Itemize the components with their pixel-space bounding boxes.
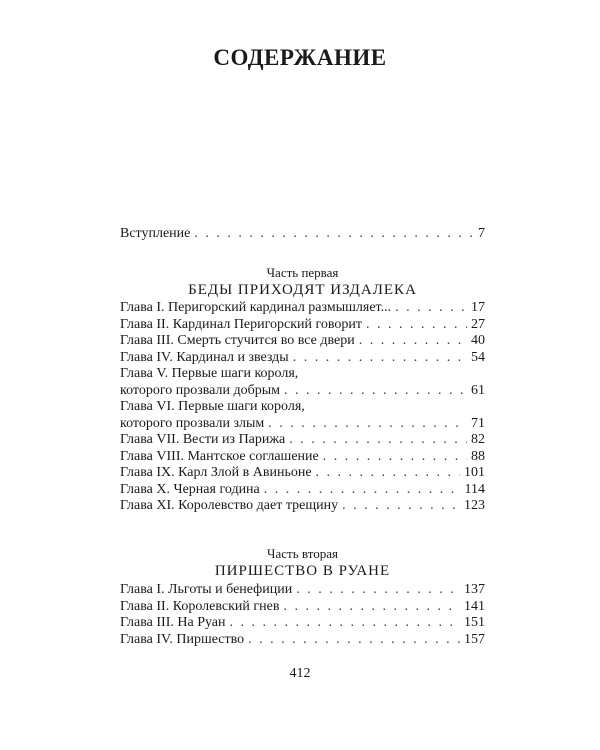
toc-row-page: 27 [471,316,485,332]
toc-row-page: 40 [471,333,485,348]
dot-leader [194,226,474,243]
toc-row-page: 151 [464,615,485,630]
part-two-heading [120,546,485,580]
toc-row [120,416,485,433]
toc-row-label: Глава X. Черная година [120,481,260,497]
toc-row-label: Глава XI. Королевство дает трещину [120,498,339,513]
toc-row-label: Глава III. На Руан [120,615,226,630]
dot-leader [296,582,460,599]
toc-row[interactable] [120,350,485,367]
toc-row-label: Вступление [120,226,191,241]
toc-row[interactable] [120,432,485,449]
dot-leader [342,498,460,515]
page-title: СОДЕРЖАНИЕ [213,45,387,70]
toc-row-label: Глава VII. Вести из Парижа [120,432,286,447]
part-one-label: Часть первая [266,265,339,280]
toc-row[interactable] [120,632,485,649]
toc-row[interactable] [120,300,485,317]
toc-row-page: 157 [464,631,485,647]
toc-row-page: 54 [471,349,485,365]
part-one-heading [120,265,485,299]
dot-leader [359,333,467,350]
dot-leader [284,383,467,400]
toc-row-page: 71 [471,415,485,431]
toc-row-label: Глава IX. Карл Злой в Авиньоне [120,465,312,480]
toc-row[interactable] [120,333,485,350]
toc-row-label-line1: Глава VI. Первые шаги короля, [120,399,305,414]
toc-row-label: Глава VIII. Мантское соглашение [120,448,319,464]
page-number: 412 [289,666,311,681]
toc-row[interactable] [120,317,485,334]
toc-row[interactable] [120,599,485,616]
dot-leader [323,449,467,466]
toc-row[interactable] [120,615,485,632]
toc-row-label: Глава I. Перигорский кардинал размышляет... [120,300,392,315]
toc-row-page: 123 [464,498,485,513]
toc-row-label: Глава IV. Кардинал и звезды [120,349,289,365]
dot-leader [264,482,461,499]
toc-row-page: 141 [464,598,485,614]
toc-row-multiline[interactable] [120,399,485,432]
toc-row[interactable] [120,482,485,499]
part-two-label: Часть вторая [267,546,338,561]
toc-row[interactable] [120,465,485,482]
dot-leader [230,615,461,632]
dot-leader [293,350,467,367]
toc-row[interactable] [120,226,485,243]
dot-leader [268,416,467,433]
toc-row-page: 17 [471,300,485,315]
toc-row-page: 61 [471,382,485,398]
toc-row[interactable] [120,582,485,599]
toc-row-label: Глава IV. Пиршество [120,631,245,647]
part-one-title: БЕДЫ ПРИХОДЯТ ИЗДАЛЕКА [188,282,417,298]
toc-row-page: 101 [464,465,485,480]
toc-row-label-line1: Глава V. Первые шаги короля, [120,366,299,381]
toc-row-label-line2: которого прозвали злым [120,415,265,431]
toc-row-page: 7 [478,226,485,241]
dot-leader [316,465,460,482]
part-one-chapters [120,300,485,515]
toc-row[interactable] [120,449,485,466]
dot-leader [289,432,467,449]
dot-leader [248,632,460,649]
toc-row[interactable] [120,498,485,515]
dot-leader [366,317,467,334]
part-two-title: ПИРШЕСТВО В РУАНЕ [214,563,391,579]
dot-leader [283,599,460,616]
toc-row-page: 88 [471,448,485,464]
toc-row-label: Глава I. Льготы и бенефиции [120,582,293,597]
toc-row-page: 114 [464,481,485,497]
toc-row-label: Глава II. Кардинал Перигорский говорит [120,316,363,332]
part-two-chapters [120,582,485,648]
toc-row-label-line2: которого прозвали добрым [120,382,281,398]
toc-row-label: Глава III. Смерть стучится во все двери [120,333,355,348]
toc-row-page: 137 [464,582,485,597]
toc-intro [120,226,485,243]
toc-row-multiline[interactable] [120,366,485,399]
toc-row-page: 82 [471,432,485,447]
toc-row [120,383,485,400]
dot-leader [395,300,467,317]
toc-row-label: Глава II. Королевский гнев [120,598,280,614]
